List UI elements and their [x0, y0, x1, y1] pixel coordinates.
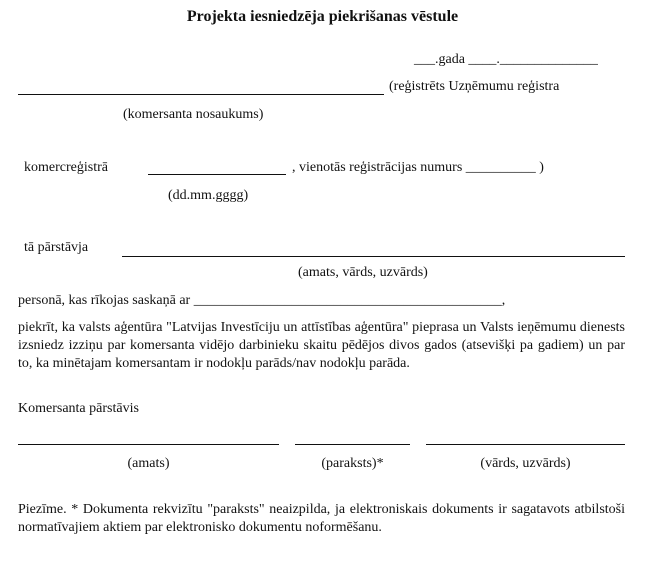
name-field[interactable]	[426, 444, 625, 445]
registration-date-field[interactable]	[148, 174, 286, 175]
position-caption: (amats)	[127, 456, 170, 471]
signature-block-label: Komersanta pārstāvis	[18, 401, 139, 416]
note-paragraph: Piezīme. * Dokumenta rekvizītu "paraksts" neaizpilda, ja elektroniskais dokuments ir sagatavots atbilstoši normatīvajiem aktiem par elektronisko dokumentu noformēšanu.	[18, 502, 625, 535]
signature-caption: (paraksts)*	[321, 456, 384, 471]
representative-field[interactable]	[122, 256, 625, 257]
reg-number-text[interactable]: , vienotās reģistrācijas numurs __________ )	[292, 160, 544, 175]
registered-text: (reģistrēts Uzņēmumu reģistra	[389, 79, 560, 94]
representative-caption: (amats, vārds, uzvārds)	[298, 265, 428, 280]
position-field[interactable]	[18, 444, 279, 445]
name-caption: (vārds, uzvārds)	[480, 456, 571, 471]
signature-field[interactable]	[295, 444, 410, 445]
company-name-field[interactable]	[18, 94, 384, 95]
date-caption: (dd.mm.gggg)	[168, 188, 249, 203]
representative-label: tā pārstāvja	[24, 240, 89, 255]
registry-label: komercreģistrā	[24, 160, 108, 175]
date-line[interactable]: ___.gada ____.______________	[414, 52, 598, 67]
consent-paragraph: piekrīt, ka valsts aģentūra "Latvijas Investīciju un attīstības aģentūra" pieprasa un Valsts ieņēmumu dienests izsniedz izziņu par komersanta vidējo darbinieku skaitu pēdējos divos gados (atsevišķi pa gadiem) un par to, ka minētajam komersantam ir nodokļu parāds/nav nodokļu parāda.	[18, 320, 625, 371]
page-title: Projekta iesniedzēja piekrišanas vēstule	[186, 8, 459, 25]
acting-basis-text[interactable]: personā, kas rīkojas saskaņā ar ____________________________________________,	[18, 293, 506, 308]
company-name-caption: (komersanta nosaukums)	[123, 107, 264, 122]
